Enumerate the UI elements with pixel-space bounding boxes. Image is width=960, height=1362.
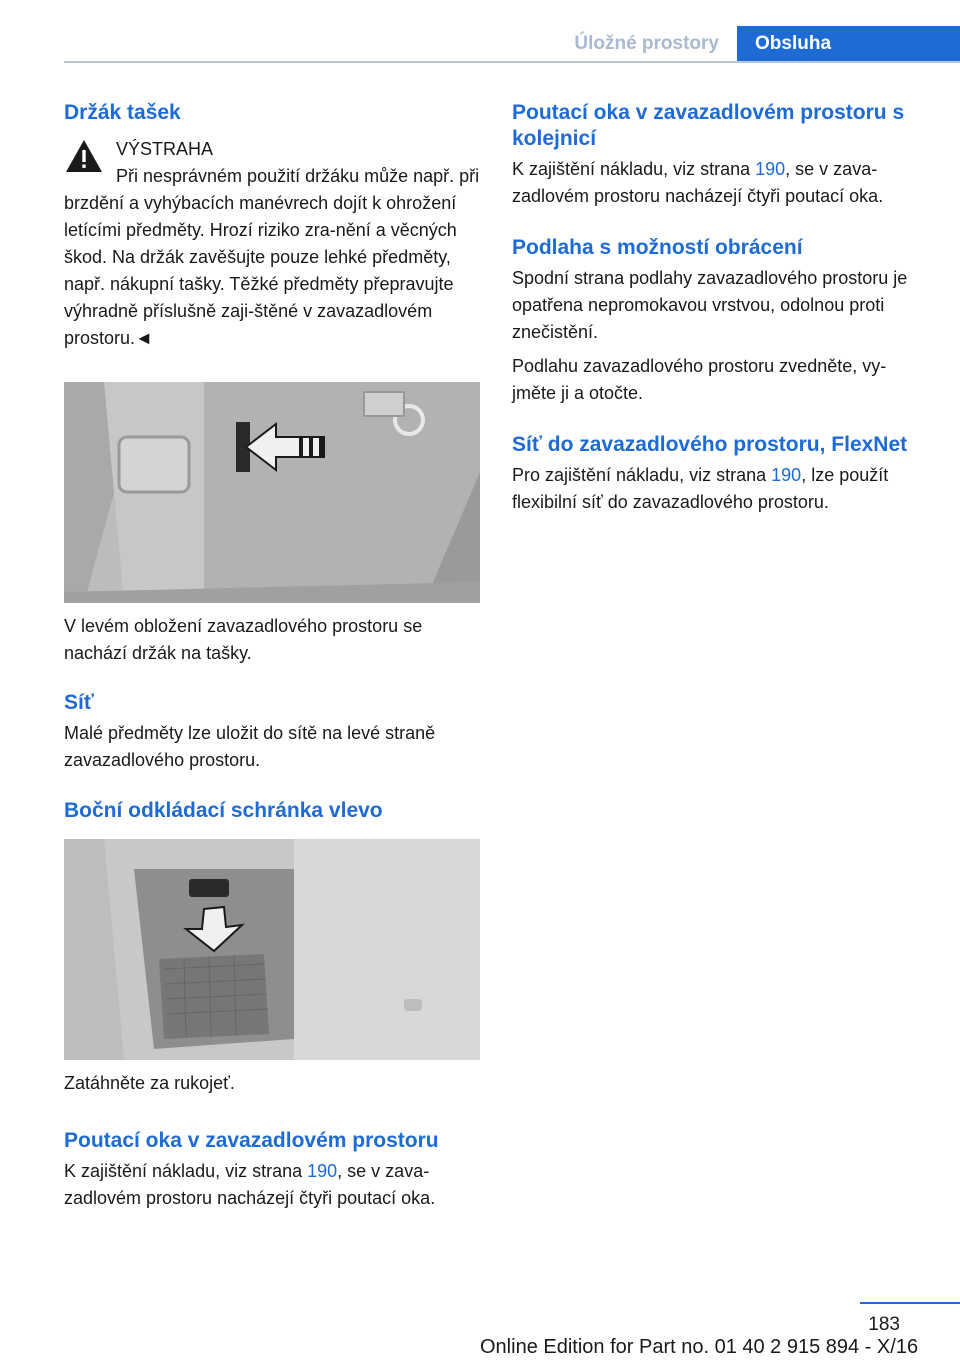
warning-title: VÝSTRAHA xyxy=(116,139,214,159)
tie-downs-body: K zajištění nákladu, viz strana 190, se v zava‐zadlovém prostoru nacházejí čtyři poutací oka. xyxy=(64,1161,436,1208)
page-ref-link[interactable]: 190 xyxy=(307,1161,338,1181)
bag-holder-caption: V levém obložení zavazadlového prostoru se nachází držák na tašky. xyxy=(64,616,423,663)
side-box-illustration xyxy=(64,839,480,1060)
left-column xyxy=(64,100,480,1212)
edition-text: Online Edition for Part no. 01 40 2 915 894 - X/16 xyxy=(480,1336,919,1358)
net-heading: Síť xyxy=(64,691,94,714)
bag-holder-heading: Držák tašek xyxy=(64,101,181,124)
flexnet-body: Pro zajištění nákladu, viz strana 190, lze použít flexibilní síť do zavazadlového prostoru. xyxy=(512,465,889,512)
warning-body: Při nesprávném použití držáku může např. při brzdění a vyhýbacích manévrech dojít k ohrožení letícími předměty. Hrozí riziko zra‐nění a věcných škod. Na držák zavěšujte pouze lehké předměty, např. nákupní tašky. Těžké předměty přepravujte výhradně příslušně zaji‐štěné v zavazadlovém prostoru.◄ xyxy=(64,166,480,348)
flexnet-heading: Síť do zavazadlového prostoru, FlexNet xyxy=(512,433,908,456)
tie-downs-rail-body: K zajištění nákladu, viz strana 190, se v zava‐zadlovém prostoru nacházejí čtyři poutací oka. xyxy=(512,159,884,206)
tie-downs-heading: Poutací oka v zavazadlovém prostoru xyxy=(64,1129,439,1152)
bag-holder-illustration xyxy=(64,382,480,603)
right-column xyxy=(512,100,928,516)
page-number: 183 xyxy=(868,1314,900,1335)
header-section-label: Úložné prostory xyxy=(574,33,719,54)
warning-triangle-icon xyxy=(64,138,104,174)
net-body: Malé předměty lze uložit do sítě na levé straně zavazadlového prostoru. xyxy=(64,723,436,770)
reversible-floor-body-2: Podlahu zavazadlového prostoru zvedněte, vy‐jměte ji a otočte. xyxy=(512,356,887,403)
header-rule xyxy=(64,61,960,63)
reversible-floor-heading: Podlaha s možností obrácení xyxy=(512,236,803,259)
side-box-caption: Zatáhněte za rukojeť. xyxy=(64,1073,235,1093)
page-ref-link[interactable]: 190 xyxy=(771,465,802,485)
page-ref-link[interactable]: 190 xyxy=(755,159,786,179)
edition-footer xyxy=(480,1336,918,1359)
footer-rule xyxy=(860,1302,960,1304)
side-box-heading: Boční odkládací schránka vlevo xyxy=(64,799,383,822)
warning-block xyxy=(64,136,480,352)
header-chapter-tab: Obsluha xyxy=(737,26,960,61)
tie-downs-rail-heading: Poutací oka v zavazadlovém prostoru s kolejnicí xyxy=(512,101,905,150)
reversible-floor-body-1: Spodní strana podlahy zavazadlového prostoru je opatřena nepromokavou vrstvou, odolnou proti znečistění. xyxy=(512,268,908,342)
